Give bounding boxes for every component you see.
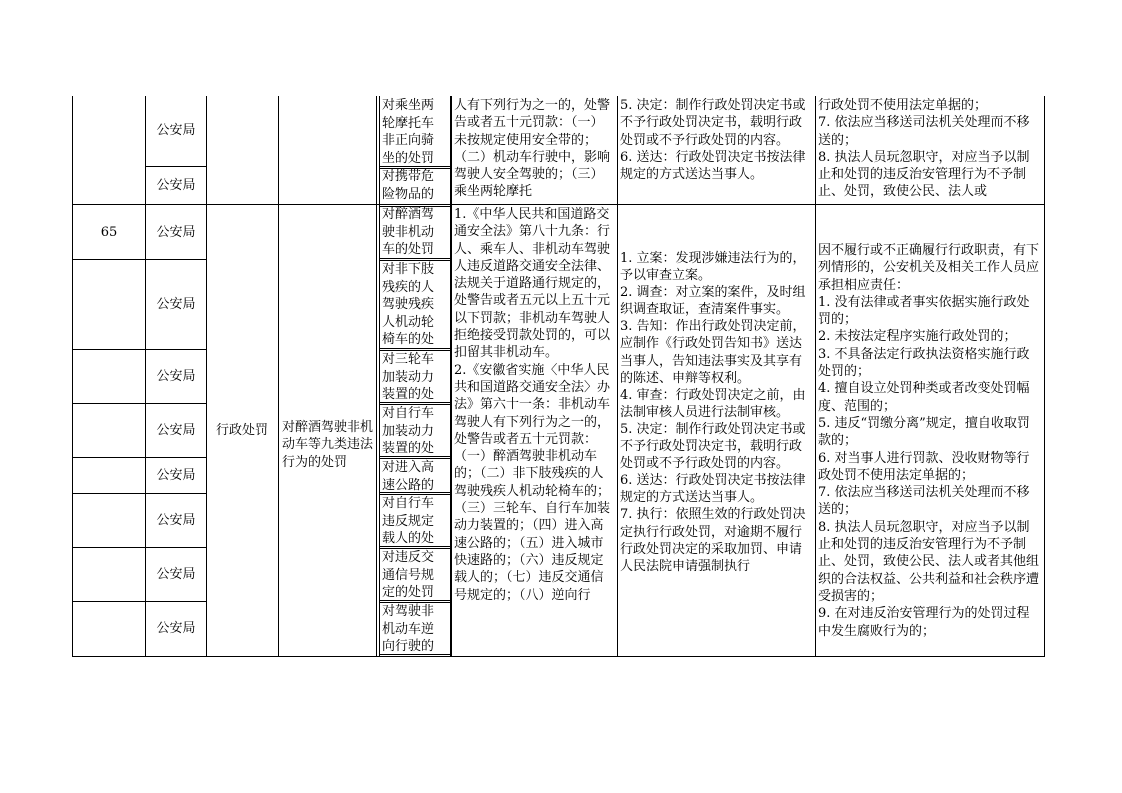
grid-line	[145, 96, 146, 657]
grid-line	[450, 96, 452, 657]
sub-item-cell	[380, 261, 448, 348]
grid-line	[72, 403, 206, 404]
category-cell	[206, 206, 278, 656]
grid-line	[815, 96, 816, 657]
sub-item-cell	[380, 549, 448, 601]
grid-line	[379, 546, 451, 547]
dept-cell	[146, 458, 206, 494]
grid-line	[379, 492, 451, 493]
sub-item-text: 对醉酒驾驶非机动车的处罚	[382, 207, 435, 257]
grid-line	[379, 548, 451, 549]
dept-text: 公安局	[156, 512, 196, 528]
legal-basis-text: 1.《中华人民共和国道路交通安全法》第八十九条：行人、乘车人、非机动车驾驶人违反道路交通安全法律、法规关于道路通行规定的，处警告或者五元以上五十元以下罚款；非机动车驾驶人拒绝接受罚款处罚的，可以扣留其非机动车。 2.《安徽省实施〈中华人民共和国道路交通安全法〉办法》第六十一条：非机动车驾驶人有下列行为之一的，处警告或者五十元罚款：（一）醉酒驾驶非机动车的；（二）非下肢残疾的人驾驶残疾人机动轮椅车的；（三）三轮车、自行车加装动力装置的；（四）进入高速公路的；（五）进入城市快速路的；（六）违反规定载人的；（七）违反交通信号规定的；（八）逆向行	[454, 207, 611, 603]
dept-text: 公安局	[156, 620, 196, 636]
grid-line	[379, 402, 451, 403]
grid-line	[278, 96, 279, 657]
process-text: 1. 立案：发现涉嫌违法行为的，予以审查立案。 2. 调查：对立案的案件，及时组织调查取证，查清案件事实。 3. 告知：作出行政处罚决定前，应制作《行政处罚告知书》送达当事人，告知违法事实及其享有的陈述、申辩等权利。 4. 审查：行政处罚决定之前，由法制审核人员进行法制审核。 5. 决定：制作行政处罚决定书或不予行政处罚决定书，载明行政处罚或不予行政处罚的内容。 6. 送达：行政处罚决定书按法律规定的方式送达当事人。 7. 执行：依照生效的行政处罚决定执行行政处罚，对逾期不履行行政处罚决定的采取加罚、申请人民法院申请强制执行	[620, 251, 806, 574]
grid-line	[379, 654, 451, 655]
legal-basis-cell	[453, 206, 616, 656]
grid-line	[379, 350, 451, 351]
sub-item-cell	[380, 351, 448, 403]
row-number: 65	[100, 224, 118, 240]
sub-item-cell	[380, 603, 448, 655]
dept-text: 公安局	[156, 224, 196, 240]
legal-basis-text: 人有下列行为之一的，处警告或者五十元罚款：（一）未按规定使用安全带的；（二）机动车行驶中，影响驾驶人安全驾驶的；（三）乘坐两轮摩托	[454, 98, 611, 200]
sub-item-text: 对自行车加装动力装置的处	[382, 406, 435, 456]
dept-text: 公安局	[156, 368, 196, 384]
category-text: 行政处罚	[215, 422, 268, 438]
sub-item-text: 对违反交通信号规定的处罚	[382, 550, 435, 600]
grid-line	[72, 547, 206, 548]
duty-text: 因不履行或不正确履行行政职责，有下列情形的，公安机关及相关工作人员应承担相应责任： 1. 没有法律或者事实依据实施行政处罚的； 2. 未按法定程序实施行政处罚的； 3. 不具备法定行政执法资格实施行政处罚的； 4. 擅自设立处罚种类或者改变处罚幅度、范围的； 5. 违反“罚缴分离”规定，擅自收取罚款的； 6. 对当事人进行罚款、没收财物等行政处罚不使用法定单据的； 7. 依法应当移送司法机关处理而不移送的； 8. 执法人员玩忽职守，对应当予以制止和处罚的违反治安管理行为不予制止、处罚，致使公民、法人或者其他组织的合法权益、公共利益和社会秩序遭受损害的； 9. 在对违反治安管理行为的处罚过程中发生腐败行为的；	[818, 243, 1040, 639]
sub-item-cell	[380, 495, 448, 547]
sub-item-text: 对携带危险物品的	[382, 169, 435, 202]
legal-basis-cell	[453, 96, 616, 204]
grid-line	[376, 96, 377, 657]
grid-line	[1044, 96, 1045, 657]
grid-line	[72, 601, 206, 602]
dept-text: 公安局	[156, 296, 196, 312]
grid-line	[206, 96, 207, 657]
sub-item-text: 对自行车违反规定载人的处	[382, 496, 435, 546]
dept-cell	[146, 166, 206, 206]
sub-item-text: 对三轮车加装动力装置的处	[382, 352, 435, 402]
grid-line	[379, 206, 451, 207]
grid-line	[379, 258, 451, 259]
dept-text: 公安局	[156, 566, 196, 582]
grid-line	[379, 456, 451, 457]
process-text: 5. 决定：制作行政处罚决定书或不予行政处罚决定书，载明行政处罚或不予行政处罚的内容。 6. 送达：行政处罚决定书按法律规定的方式送达当事人。	[620, 98, 806, 183]
grid-line	[379, 168, 451, 169]
duty-text: 行政处罚不使用法定单据的； 7. 依法应当移送司法机关处理而不移送的； 8. 执法人员玩忽职守，对应当予以制止和处罚的违反治安管理行为不予制止、处罚，致使公民、法人或	[818, 98, 1030, 200]
dept-cell	[146, 350, 206, 404]
dept-text: 公安局	[156, 422, 196, 438]
sub-item-cell	[380, 168, 448, 204]
grid-line	[146, 166, 206, 167]
dept-text: 公安局	[156, 467, 196, 483]
grid-line	[379, 404, 451, 405]
grid-line	[72, 493, 206, 494]
row-number-cell	[72, 206, 146, 260]
grid-line	[379, 96, 380, 657]
grid-line	[379, 260, 451, 261]
grid-line	[379, 348, 451, 349]
dept-cell	[146, 602, 206, 656]
dept-cell	[146, 494, 206, 548]
sub-item-text: 对乘坐两轮摩托车非正向骑坐的处罚	[382, 98, 435, 166]
sub-item-cell	[380, 96, 448, 166]
sub-item-text: 对非下肢残疾的人驾驶残疾人机动轮椅车的处	[382, 262, 435, 347]
sub-item-cell	[380, 206, 448, 258]
process-cell	[618, 206, 814, 656]
sub-item-cell	[380, 459, 448, 493]
grid-line	[617, 96, 618, 657]
duty-cell	[816, 206, 1044, 656]
item-name-text: 对醉酒驾驶非机动车等九类违法行为的处罚	[282, 419, 374, 470]
dept-text: 公安局	[156, 177, 196, 193]
sub-item-text: 对驾驶非机动车逆向行驶的	[382, 604, 435, 654]
grid-line	[72, 96, 73, 657]
dept-text: 公安局	[156, 122, 196, 138]
grid-line	[72, 457, 206, 458]
sub-item-text: 对进入高速公路的	[382, 460, 435, 493]
dept-cell	[146, 206, 206, 260]
grid-line	[379, 602, 451, 603]
dept-cell	[146, 548, 206, 602]
grid-line	[72, 349, 206, 350]
item-name-cell	[280, 206, 376, 656]
dept-cell	[146, 96, 206, 166]
grid-line	[379, 458, 451, 459]
dept-cell	[146, 260, 206, 350]
dept-cell	[146, 404, 206, 458]
grid-line	[72, 204, 1045, 205]
grid-line	[379, 166, 451, 167]
sub-item-cell	[380, 405, 448, 457]
grid-line	[379, 494, 451, 495]
grid-line	[72, 259, 206, 260]
grid-line	[72, 656, 1045, 657]
grid-line	[379, 600, 451, 601]
process-cell	[618, 96, 814, 204]
duty-cell	[816, 96, 1044, 204]
